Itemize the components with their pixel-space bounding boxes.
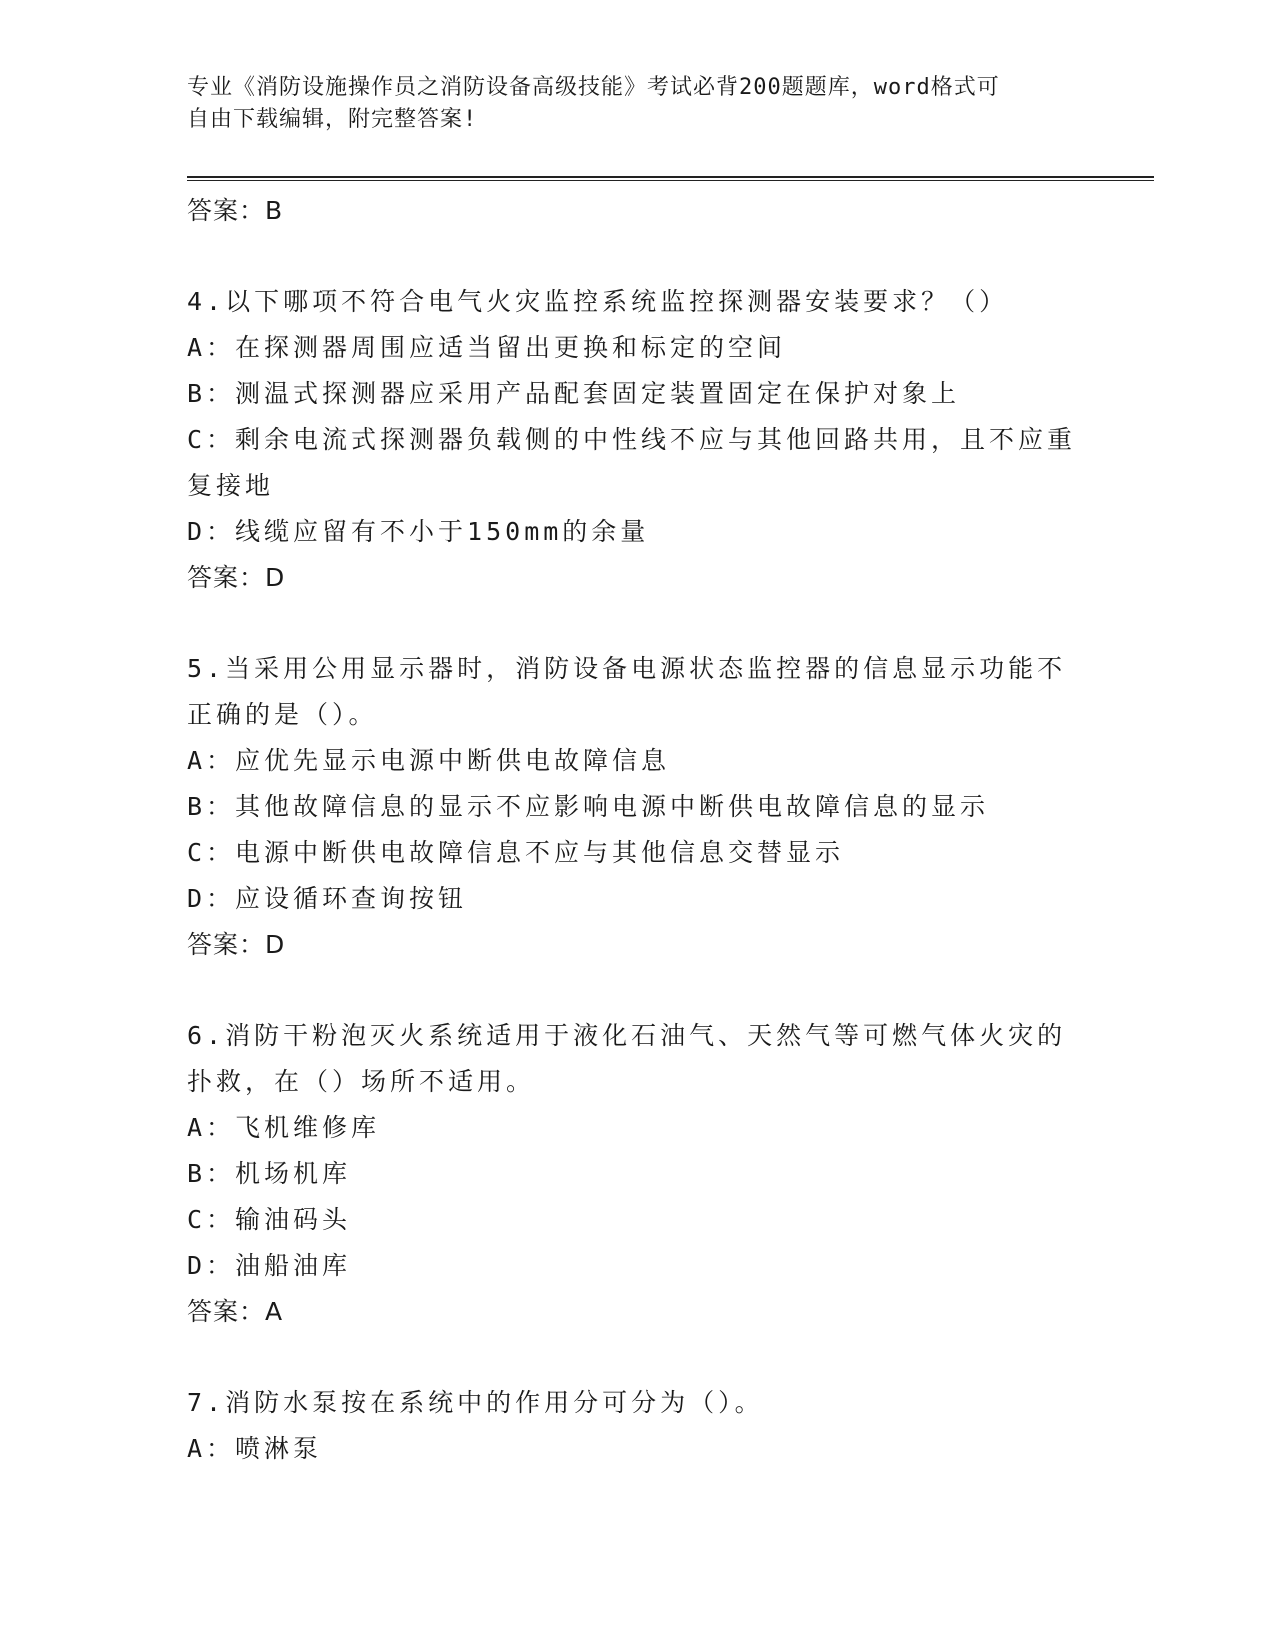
question-stem: 6.消防干粉泡灭火系统适用于液化石油气、天然气等可燃气体火灾的 bbox=[187, 1021, 1067, 1050]
option-b: B：其他故障信息的显示不应影响电源中断供电故障信息的显示 bbox=[187, 792, 990, 821]
option-b: B：测温式探测器应采用产品配套固定装置固定在保护对象上 bbox=[187, 379, 961, 408]
header-line-2: 自由下载编辑，附完整答案! bbox=[187, 107, 478, 132]
question-4 bbox=[187, 279, 1087, 601]
question-7 bbox=[187, 1380, 1087, 1472]
header-line-1: 专业《消防设施操作员之消防设备高级技能》考试必背200题题库，word格式可 bbox=[187, 75, 1000, 100]
option-b: B：机场机库 bbox=[187, 1159, 352, 1188]
spacer bbox=[187, 601, 1087, 646]
option-d: D：线缆应留有不小于150mm的余量 bbox=[187, 517, 650, 546]
option-d: D：油船油库 bbox=[187, 1251, 352, 1280]
question-stem-continued: 正确的是（）。 bbox=[187, 700, 378, 729]
option-c-continued: 复接地 bbox=[187, 471, 275, 500]
answer: 答案：D bbox=[187, 563, 286, 592]
option-c: C：输油码头 bbox=[187, 1205, 352, 1234]
question-stem: 5.当采用公用显示器时，消防设备电源状态监控器的信息显示功能不 bbox=[187, 654, 1067, 683]
header-divider bbox=[187, 176, 1154, 181]
option-c: C：电源中断供电故障信息不应与其他信息交替显示 bbox=[187, 838, 845, 867]
spacer bbox=[187, 968, 1087, 1013]
option-d: D：应设循环查询按钮 bbox=[187, 884, 468, 913]
spacer bbox=[187, 1335, 1087, 1380]
question-stem: 4.以下哪项不符合电气火灾监控系统监控探测器安装要求？（） bbox=[187, 287, 1009, 316]
answer: 答案：A bbox=[187, 1297, 284, 1326]
question-stem: 7.消防水泵按在系统中的作用分可分为（）。 bbox=[187, 1388, 764, 1417]
question-stem-continued: 扑救，在（）场所不适用。 bbox=[187, 1067, 536, 1096]
question-6 bbox=[187, 1013, 1087, 1335]
option-a: A：在探测器周围应适当留出更换和标定的空间 bbox=[187, 333, 787, 362]
option-a: A：喷淋泵 bbox=[187, 1434, 323, 1463]
question-list bbox=[187, 188, 1087, 1472]
option-a: A：飞机维修库 bbox=[187, 1113, 381, 1142]
answer: 答案：D bbox=[187, 930, 286, 959]
previous-answer: 答案：B bbox=[187, 196, 284, 225]
option-a: A：应优先显示电源中断供电故障信息 bbox=[187, 746, 671, 775]
question-5 bbox=[187, 646, 1087, 968]
spacer bbox=[187, 234, 1087, 279]
page-header bbox=[187, 72, 1087, 136]
option-c: C：剩余电流式探测器负载侧的中性线不应与其他回路共用，且不应重 bbox=[187, 425, 1077, 454]
